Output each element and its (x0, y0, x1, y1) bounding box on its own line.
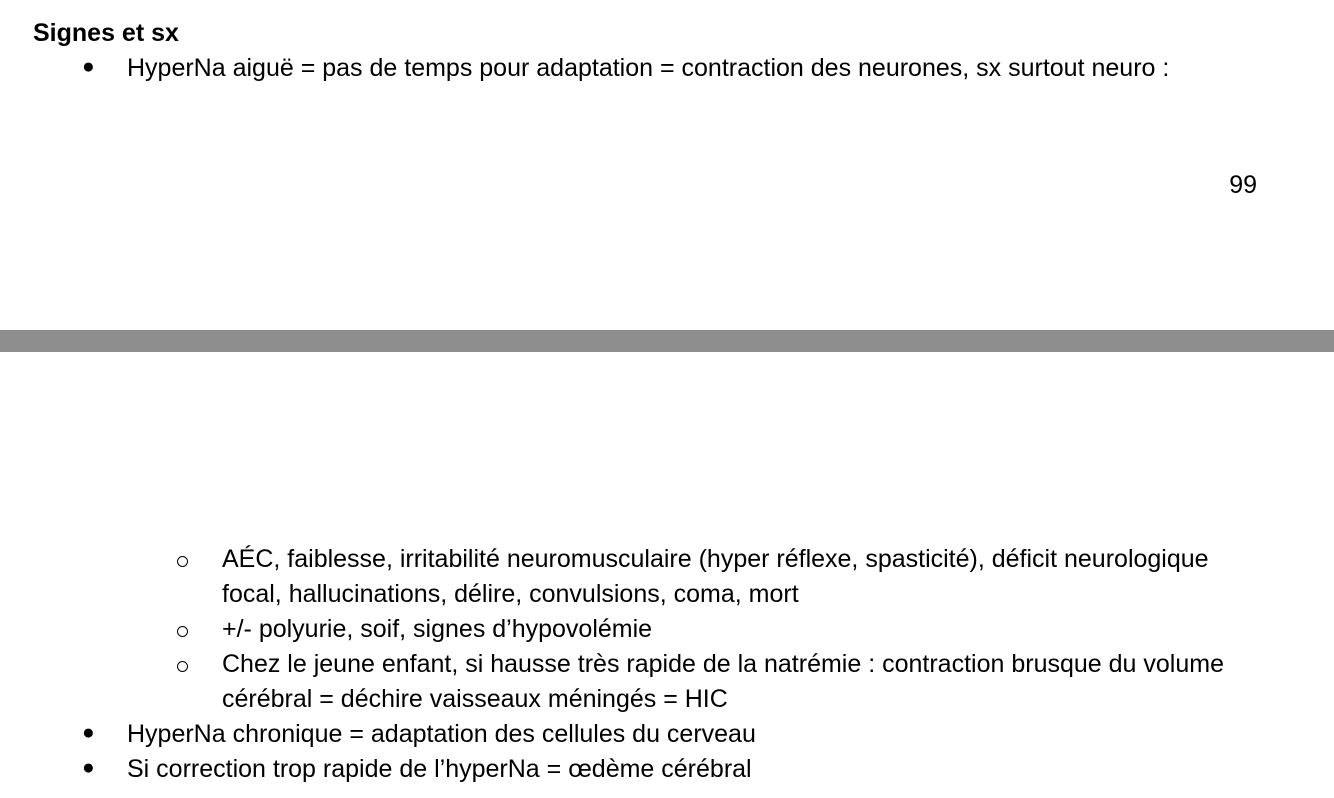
sub-bullet-text-continued: focal, hallucinations, délire, convulsions, coma, mort (222, 580, 799, 608)
page-separator (0, 330, 1334, 352)
document-page-bottom (0, 352, 1334, 798)
bullet-text-correction: Si correction trop rapide de l’hyperNa = œdème cérébral (127, 755, 752, 783)
hollow-bullet-icon (177, 661, 188, 672)
bullet-icon: ● (82, 721, 95, 744)
bullet-text-chronic: HyperNa chronique = adaptation des cellules du cerveau (127, 720, 756, 748)
document-page-top (0, 0, 1334, 330)
sub-bullet-text: AÉC, faiblesse, irritabilité neuromusculaire (hyper réflexe, spasticité), déficit neurologique (222, 545, 1209, 573)
hollow-bullet-icon (177, 556, 188, 567)
hollow-bullet-icon (177, 626, 188, 637)
page-number: 99 (1229, 171, 1257, 199)
bullet-icon: ● (82, 756, 95, 779)
sub-bullet-text-continued: cérébral = déchire vaisseaux méningés = HIC (222, 685, 728, 713)
sub-bullet-text: +/- polyurie, soif, signes d’hypovolémie (222, 615, 653, 643)
sub-bullet-text: Chez le jeune enfant, si hausse très rapide de la natrémie : contraction brusque du volume (222, 650, 1224, 678)
section-heading: Signes et sx (33, 19, 179, 47)
bullet-text-acute: HyperNa aiguë = pas de temps pour adaptation = contraction des neurones, sx surtout neuro : (127, 54, 1170, 82)
bullet-icon: ● (82, 55, 95, 78)
